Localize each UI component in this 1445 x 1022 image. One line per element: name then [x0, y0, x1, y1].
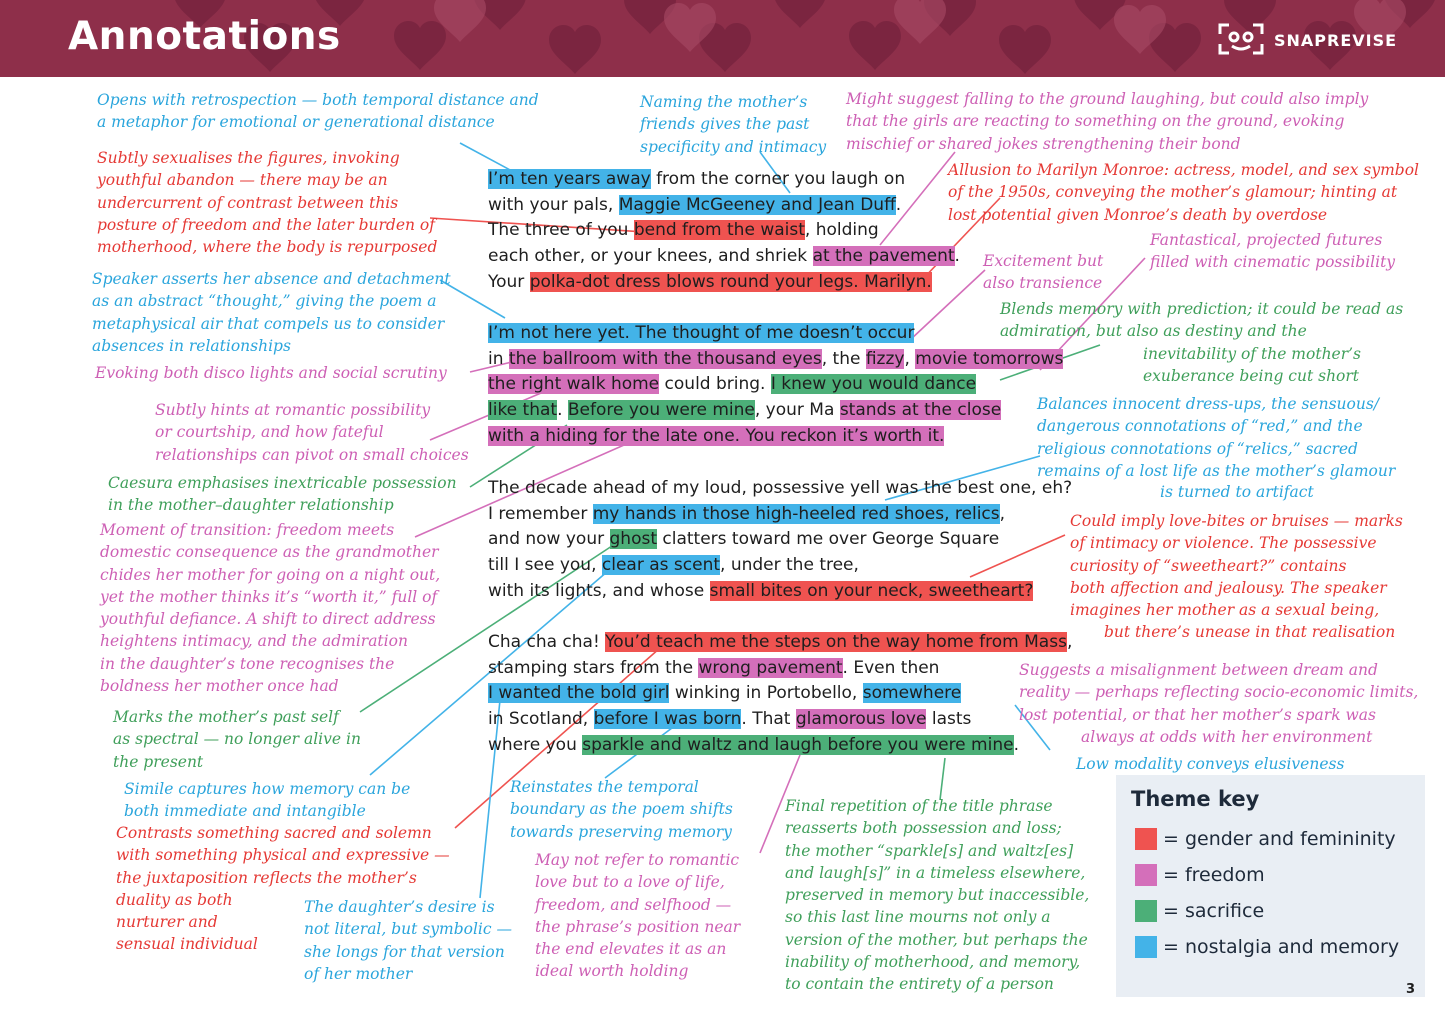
annotation-projected-futures: Fantastical, projected futures filled with cinematic possibility — [1150, 231, 1396, 272]
annotation-moment-of-transition: Moment of transition: freedom meets domestic consequence as the grandmother chides her mother for going on a night out, yet the mother thinks it’s “worth it,” full of youthful defiance. A shift to direct address heightens intimacy, and the admiration in the daughter’s tone recognises the boldness her mother once had — [100, 521, 441, 696]
brand-logo — [1218, 22, 1397, 58]
highlight-freedom: the ballroom with the thousand eyes — [508, 348, 822, 369]
annotation-retrospection: Opens with retrospection — both temporal distance and a metaphor for emotional or generational distance — [97, 91, 539, 132]
poem-text: till I see you, — [488, 555, 602, 576]
highlight-freedom: with a hiding for the late one. You reckon it’s worth it. — [488, 425, 945, 446]
poem-text: from the corner you laugh on — [650, 169, 906, 189]
annotation-misalignment: Suggests a misalignment between dream and reality — perhaps reflecting socio-economic limits, lost potential, or that her mother’s spark was — [1019, 661, 1419, 724]
poem-text: . — [1013, 734, 1019, 755]
poem-line — [488, 707, 1072, 733]
swatch-gender — [1135, 828, 1157, 850]
highlight-gender: polka-dot dress blows round your legs. Marilyn. — [529, 271, 932, 292]
poem-line — [488, 733, 1072, 759]
poem-text: Your — [488, 271, 530, 292]
poem-line — [488, 424, 1063, 450]
highlight-nostalgia: somewhere — [862, 683, 962, 704]
poem-text: lasts — [926, 709, 972, 730]
annotation-temporal-boundary: Reinstates the temporal boundary as the poem shifts towards preserving memory — [510, 778, 733, 841]
poem-line — [488, 167, 960, 193]
highlight-nostalgia: Maggie McGeeney and Jean Duff — [618, 194, 896, 215]
highlight-freedom: at the pavement — [812, 246, 955, 267]
poem-line — [488, 270, 960, 296]
theme-key — [1116, 775, 1425, 997]
highlight-freedom: stands at the close — [839, 400, 1002, 421]
annotation-final-repetition: Final repetition of the title phrase reasserts both possession and loss; the mother “sparkle[s] and waltz[es] and laugh[s]” in a timeless elsewhere, preserved in memory but inaccessible, so this last line mourns not only a version of the mother, but perhaps the inability of motherhood, and memory, to contain the entirety of a person — [785, 797, 1090, 994]
theme-key-item — [1135, 864, 1265, 886]
theme-key-item — [1135, 936, 1399, 958]
poem-text: The decade ahead of my loud, possessive yell was the best one, eh? — [488, 478, 1073, 498]
swatch-sacrifice — [1135, 900, 1157, 922]
poem-text: , — [999, 503, 1006, 524]
poem-text: with its lights, and whose — [488, 580, 710, 601]
annotation-red-shoes-relics: Balances innocent dress-ups, the sensuous/ dangerous connotations of “red,” and the religious connotations of “relics,” sacred remains of a lost life as the mother’s glamour — [1037, 395, 1396, 480]
poem-line — [488, 502, 1072, 528]
page-number: 3 — [1406, 982, 1416, 997]
highlight-sacrifice: sparkle and waltz and laugh before you were mine — [582, 734, 1014, 755]
poem-line — [488, 630, 1072, 656]
poem-text: and now your — [488, 529, 610, 550]
annotation-love-bites: Could imply love-bites or bruises — marks of intimacy or violence. The possessive curiosity of “sweetheart?” contains both affection and jealousy. The speaker imagines her mother as a sexual being, — [1070, 512, 1403, 620]
highlight-gender: small bites on your neck, sweetheart? — [709, 580, 1034, 601]
brand-name: SNAPREVISE — [1274, 30, 1398, 50]
annotation-sacred-solemn: Contrasts something sacred and solemn with something physical and expressive — the juxtaposition reflects the mother’s duality as both nurturer and sensual individual — [116, 824, 450, 954]
annotation-sexualises-figures: Subtly sexualises the figures, invoking youthful abandon — there may be an undercurrent of contrast between this posture of freedom and the later burden of motherhood, where the body is repurposed — [97, 149, 438, 257]
highlight-nostalgia: I wanted the bold girl — [488, 683, 670, 704]
page-title: Annotations — [68, 14, 341, 59]
annotation-disco-lights: Evoking both disco lights and social scrutiny — [95, 364, 447, 382]
poem-text: winking in Portobello, — [669, 683, 863, 704]
theme-key-label: = sacrifice — [1163, 900, 1265, 922]
poem-text: . Even then — [842, 657, 940, 678]
poem-stanza-2 — [488, 321, 1063, 449]
annotation-simile: Simile captures how memory can be both immediate and intangible — [124, 780, 411, 821]
annotation-love-bites-cont: but there’s unease in that realisation — [1104, 623, 1396, 641]
poem-text: , — [1066, 632, 1073, 652]
poem-text: . — [557, 400, 568, 421]
poem-line — [488, 527, 1072, 553]
theme-key-label: = freedom — [1163, 864, 1265, 886]
theme-key-label: = nostalgia and memory — [1163, 936, 1400, 958]
poem-text: each other, or your knees, and shriek — [488, 246, 813, 267]
poem-line — [488, 193, 960, 219]
poem-line — [488, 398, 1063, 424]
poem-text: with your pals, — [488, 194, 619, 215]
highlight-freedom: the right walk home — [488, 374, 660, 395]
highlight-sacrifice: Before you were mine — [567, 400, 755, 421]
poem-text: . That — [741, 709, 796, 730]
poem-text: I remember — [488, 503, 593, 524]
poem-text: . — [895, 194, 902, 215]
annotation-misalignment-cont: always at odds with her environment — [1081, 728, 1373, 746]
poem-stanza-4 — [488, 630, 1072, 758]
highlight-gender: You’d teach me the steps on the way home from Mass — [605, 632, 1067, 652]
annotation-memory-prediction-cont: inevitability of the mother’s exuberance being cut short — [1143, 345, 1362, 386]
highlight-gender: bend from the waist — [633, 220, 805, 241]
poem-line — [488, 553, 1072, 579]
theme-key-title: Theme key — [1131, 787, 1260, 811]
highlight-nostalgia: I’m not here yet. The thought of me doesn’t occur — [488, 323, 915, 343]
highlight-nostalgia: I’m ten years away — [488, 169, 651, 189]
highlight-sacrifice: I knew you would dance — [770, 374, 977, 395]
annotation-spectral: Marks the mother’s past self as spectral — no longer alive in the present — [113, 708, 361, 771]
poem-text: , under the tree, — [720, 555, 859, 576]
poem-line — [488, 579, 1072, 605]
highlight-sacrifice: ghost — [609, 529, 657, 550]
poem-line — [488, 218, 960, 244]
annotation-speaker-absence: Speaker asserts her absence and detachment as an abstract “thought,” giving the poem a metaphysical air that compels us to consider absences in relationships — [92, 270, 451, 355]
poem-stanza-1 — [488, 167, 960, 295]
poem-text: in — [488, 348, 509, 369]
poem-text: The three of you — [488, 220, 634, 241]
highlight-freedom: glamorous love — [795, 709, 927, 730]
highlight-nostalgia: clear as scent — [601, 555, 721, 576]
theme-key-item — [1135, 900, 1264, 922]
swatch-nostalgia — [1135, 936, 1157, 958]
poem-line — [488, 244, 960, 270]
poem-text: stamping stars from the — [488, 657, 699, 678]
highlight-nostalgia: before I was born — [593, 709, 742, 730]
highlight-freedom: wrong pavement — [698, 657, 843, 678]
poem-line — [488, 372, 1063, 398]
swatch-freedom — [1135, 864, 1157, 886]
poem-text: could bring. — [659, 374, 771, 395]
poem-text: Cha cha cha! — [488, 632, 606, 652]
highlight-freedom: movie tomorrows — [915, 348, 1064, 369]
annotation-pavement-laughing: Might suggest falling to the ground laughing, but could also imply that the girls are reacting to something on the ground, evoking mischief or shared jokes strengthening their bond — [846, 90, 1369, 153]
annotation-caesura: Caesura emphasises inextricable possession in the mother–daughter relationship — [108, 474, 457, 515]
poem-text: , the — [821, 348, 866, 369]
annotation-love-of-life: May not refer to romantic love but to a love of life, freedom, and selfhood — the phrase’s position near the end elevates it as an ideal worth holding — [535, 851, 741, 981]
poem-line — [488, 681, 1072, 707]
annotation-excitement-transience: Excitement but also transience — [983, 252, 1104, 293]
highlight-nostalgia: my hands in those high-heeled red shoes, relics — [592, 503, 1000, 524]
poem-text: in Scotland, — [488, 709, 594, 730]
annotation-low-modality: Low modality conveys elusiveness — [1076, 755, 1345, 773]
snaprevise-logo-icon — [1218, 22, 1264, 58]
poem-text: . — [954, 246, 960, 267]
poem-text: clatters toward me over George Square — [657, 529, 1000, 550]
annotation-romantic-possibility: Subtly hints at romantic possibility or courtship, and how fateful relationships can pivot on small choices — [155, 401, 469, 464]
poem-line — [488, 476, 1072, 502]
poem-text: , your Ma — [754, 400, 840, 421]
annotation-red-shoes-relics-cont: is turned to artifact — [1160, 483, 1314, 501]
theme-key-item — [1135, 828, 1396, 850]
highlight-freedom: fizzy — [865, 348, 905, 369]
poem-text: where you — [488, 734, 583, 755]
header-banner — [0, 0, 1445, 77]
annotation-memory-prediction: Blends memory with prediction; it could be read as admiration, but also as destiny and the — [1000, 300, 1404, 341]
theme-key-label: = gender and femininity — [1163, 828, 1396, 850]
annotation-marilyn-allusion: Allusion to Marilyn Monroe: actress, model, and sex symbol of the 1950s, conveying the mother’s glamour; hinting at lost potential given Monroe’s death by overdose — [948, 161, 1420, 224]
annotation-naming-friends: Naming the mother’s friends gives the past specificity and intimacy — [640, 93, 827, 156]
poem-text: , — [904, 348, 916, 369]
annotation-daughters-desire: The daughter’s desire is not literal, but symbolic — she longs for that version of her mother — [304, 898, 512, 983]
poem-line — [488, 347, 1063, 373]
poem-line — [488, 321, 1063, 347]
poem-line — [488, 656, 1072, 682]
poem-text: , holding — [804, 220, 879, 241]
highlight-sacrifice: like that — [488, 400, 558, 421]
poem-stanza-3 — [488, 476, 1072, 604]
